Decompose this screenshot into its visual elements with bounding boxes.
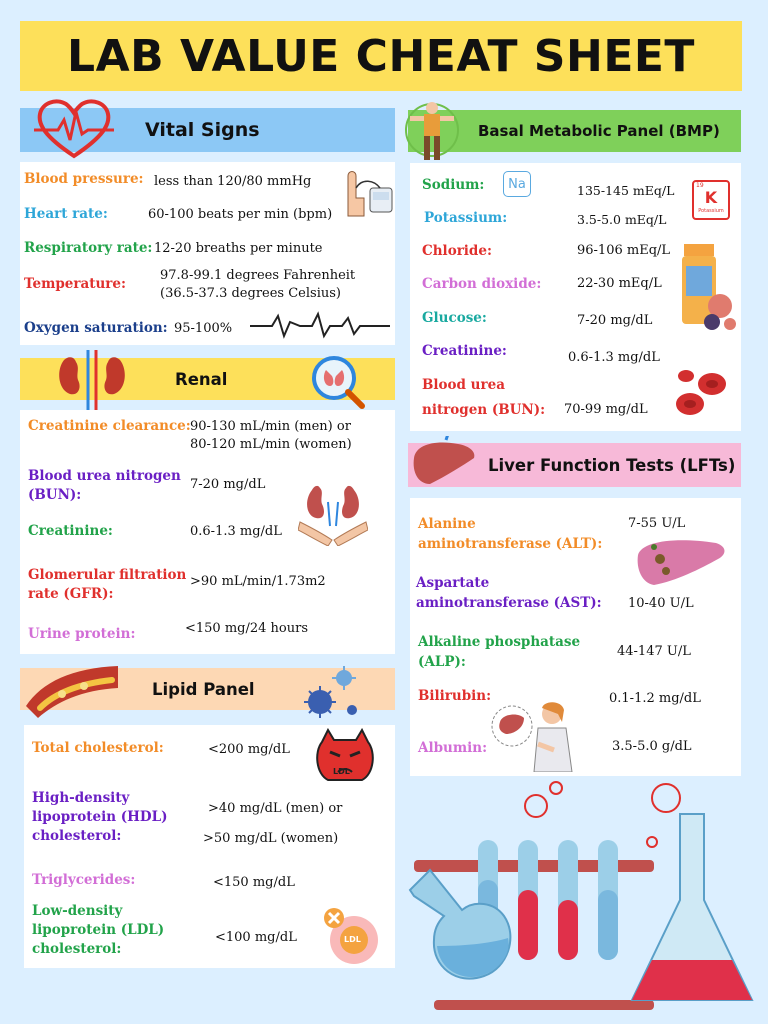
pulse-line-icon (250, 310, 390, 340)
lipid-label-ldl-line1: Low-density (32, 903, 123, 919)
ldl-badge-label: LDL (333, 767, 350, 776)
bmp-label-sodium: Sodium: (422, 177, 485, 193)
renal-label-bun-line2: (BUN): (28, 487, 82, 503)
lft-label-alt-line2: aminotransferase (ALT): (418, 536, 603, 552)
lipid-label-hdl-line3: cholesterol: (32, 828, 122, 844)
heart-icon (34, 98, 114, 160)
potassium-name-text: Potassium (698, 208, 724, 214)
lft-value-alp: 44-147 U/L (617, 644, 691, 659)
vital-value-temperature-c: (36.5-37.3 degrees Celsius) (160, 286, 341, 301)
vital-label-heart-rate: Heart rate: (24, 206, 108, 222)
bmp-value-sodium: 135-145 mEq/L (577, 183, 675, 198)
body-metabolism-icon (404, 100, 460, 162)
page-title: LAB VALUE CHEAT SHEET (67, 30, 695, 82)
lft-label-albumin: Albumin: (418, 740, 488, 756)
renal-value-creatinine: 0.6-1.3 mg/dL (190, 524, 282, 539)
renal-value-gfr: >90 mL/min/1.73m2 (190, 574, 326, 589)
bmp-label-carbon-dioxide: Carbon dioxide: (422, 276, 542, 292)
sodium-symbol-icon (503, 171, 531, 197)
supplement-bottle-icon (680, 242, 736, 332)
sodium-symbol-text: Na (508, 176, 526, 192)
vital-value-blood-pressure: less than 120/80 mmHg (154, 174, 312, 189)
lipid-value-hdl-men: >40 mg/dL (men) or (208, 801, 343, 816)
lft-label-alt-line1: Alanine (418, 516, 476, 532)
kidneys-icon (56, 350, 128, 412)
renal-label-creatinine: Creatinine: (28, 523, 113, 539)
lft-value-bilirubin: 0.1-1.2 mg/dL (609, 691, 701, 706)
vital-value-temperature-f: 97.8-99.1 degrees Fahrenheit (160, 268, 356, 283)
bmp-value-chloride: 96-106 mEq/L (577, 243, 671, 258)
bmp-value-bun: 70-99 mg/dL (564, 402, 648, 417)
magnifier-kidney-icon (310, 354, 366, 410)
bmp-label-creatinine: Creatinine: (422, 343, 507, 359)
renal-title: Renal (175, 369, 228, 389)
lft-value-ast: 10-40 U/L (628, 596, 694, 611)
bmp-value-potassium: 3.5-5.0 mEq/L (577, 212, 667, 227)
lipid-label-hdl-line1: High-density (32, 790, 130, 806)
lft-value-alt: 7-55 U/L (628, 516, 686, 531)
lipid-value-triglycerides: <150 mg/dL (213, 875, 295, 890)
renal-value-creatinine-clearance-men: 90-130 mL/min (men) or (190, 419, 351, 434)
lft-value-albumin: 3.5-5.0 g/dL (612, 739, 692, 754)
renal-label-gfr-line1: Glomerular filtration (28, 567, 187, 583)
abdominal-pain-person-icon (488, 700, 578, 772)
vital-signs-title: Vital Signs (145, 119, 260, 141)
renal-label-gfr-line2: rate (GFR): (28, 586, 114, 602)
bmp-label-glucose: Glucose: (422, 310, 487, 326)
lipid-value-total-cholesterol: <200 mg/dL (208, 742, 290, 757)
blood-pressure-monitor-icon (344, 168, 394, 220)
bmp-title: Basal Metabolic Panel (BMP) (478, 122, 720, 140)
vital-label-respiratory-rate: Respiratory rate: (24, 240, 153, 256)
artery-plaque-icon (22, 662, 122, 718)
potassium-atomic-number: 19 (696, 182, 704, 189)
lft-label-alp-line1: Alkaline phosphatase (418, 634, 581, 650)
lipid-label-ldl-line3: cholesterol: (32, 941, 122, 957)
renal-value-urine-protein: <150 mg/24 hours (185, 621, 308, 636)
lipid-panel-title: Lipid Panel (152, 679, 255, 699)
lft-label-alp-line2: (ALP): (418, 654, 466, 670)
lab-glassware-illustration (404, 780, 764, 1020)
lft-label-bilirubin: Bilirubin: (418, 688, 492, 704)
lipid-value-ldl: <100 mg/dL (215, 930, 297, 945)
liver-icon (412, 436, 478, 490)
red-blood-cells-icon (672, 366, 732, 420)
renal-label-creatinine-clearance: Creatinine clearance: (28, 418, 191, 434)
bmp-label-bun-line2: nitrogen (BUN): (422, 402, 546, 418)
lipid-label-hdl-line2: lipoprotein (HDL) (32, 809, 168, 825)
ldl-blocked-label: LDL (344, 935, 361, 944)
lft-label-ast-line2: aminotransferase (AST): (416, 595, 602, 611)
bmp-value-carbon-dioxide: 22-30 mEq/L (577, 276, 662, 291)
vital-value-respiratory-rate: 12-20 breaths per minute (154, 241, 323, 256)
bmp-label-chloride: Chloride: (422, 243, 492, 259)
vital-value-heart-rate: 60-100 beats per min (bpm) (148, 207, 333, 222)
vital-label-oxygen-saturation: Oxygen saturation: (24, 320, 168, 336)
renal-label-bun-line1: Blood urea nitrogen (28, 468, 181, 484)
lipid-label-ldl-line2: lipoprotein (LDL) (32, 922, 165, 938)
vital-label-temperature: Temperature: (24, 276, 126, 292)
lft-label-ast-line1: Aspartate (416, 575, 490, 591)
bmp-label-bun-line1: Blood urea (422, 377, 505, 393)
renal-value-bun: 7-20 mg/dL (190, 477, 266, 492)
hands-kidneys-icon (298, 482, 368, 546)
bmp-value-creatinine: 0.6-1.3 mg/dL (568, 350, 660, 365)
lft-title: Liver Function Tests (LFTs) (488, 455, 736, 475)
vital-label-blood-pressure: Blood pressure: (24, 171, 144, 187)
lipid-label-triglycerides: Triglycerides: (32, 872, 136, 888)
potassium-element-icon (692, 180, 730, 220)
vital-value-oxygen-saturation: 95-100% (174, 321, 233, 336)
bmp-value-glucose: 7-20 mg/dL (577, 313, 653, 328)
bmp-label-potassium: Potassium: (424, 210, 508, 226)
diseased-liver-icon (636, 537, 728, 587)
lipid-label-total-cholesterol: Total cholesterol: (32, 740, 164, 756)
title-banner (20, 21, 742, 91)
virus-cluster-icon (300, 662, 364, 722)
renal-value-creatinine-clearance-women: 80-120 mL/min (women) (190, 437, 352, 452)
renal-label-urine-protein: Urine protein: (28, 626, 136, 642)
lipid-value-hdl-women: >50 mg/dL (women) (203, 831, 339, 846)
potassium-symbol-text: K (704, 188, 718, 207)
